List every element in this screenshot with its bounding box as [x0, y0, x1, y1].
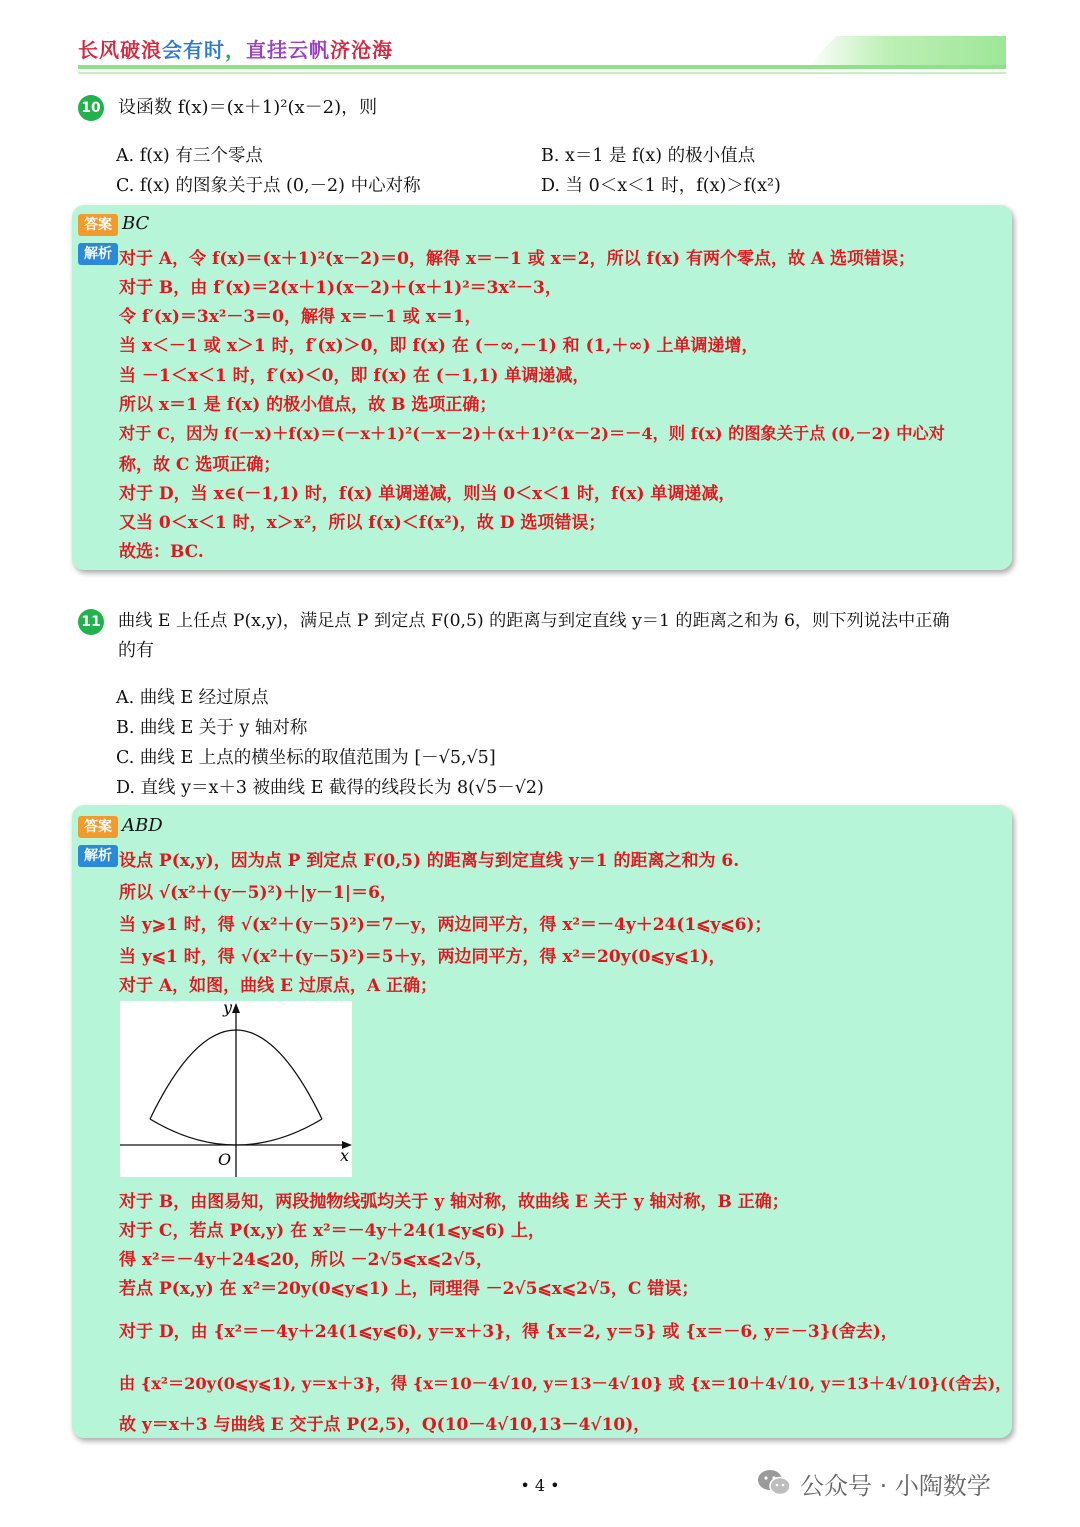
y-axis-label: y	[223, 1001, 233, 1017]
option-d: D. 当 0＜x＜1 时，f(x)＞f(x²)	[541, 176, 781, 196]
solution-line: 设点 P(x,y)，因为点 P 到定点 F(0,5) 的距离与到定直线 y＝1 的距离之和为 6.	[119, 851, 740, 871]
solution-line: 故 y＝x＋3 与曲线 E 交于点 P(2,5)，Q(10－4√10,13－4√10)，	[119, 1415, 651, 1435]
question-number-badge: 10	[78, 95, 104, 121]
question-stem: 设函数 f(x)＝(x＋1)²(x－2)，则	[118, 97, 378, 118]
option-b: B. 曲线 E 关于 y 轴对称	[116, 718, 308, 738]
curve-graph	[120, 1001, 352, 1177]
solution-line: 若点 P(x,y) 在 x²＝20y(0⩽y⩽1) 上，同理得 －2√5⩽x⩽2√5，C 错误；	[119, 1279, 699, 1299]
solution-line: 又当 0＜x＜1 时，x＞x²，所以 f(x)＜f(x²)，故 D 选项错误；	[119, 513, 606, 533]
wechat-icon	[756, 1468, 792, 1498]
header-rule	[78, 65, 1006, 69]
question-stem-continued: 的有	[118, 640, 154, 661]
solution-line: 当 x＜－1 或 x＞1 时，f′(x)＞0，即 f(x) 在 (－∞,－1) 和 (1,＋∞) 上单调递增，	[119, 336, 759, 356]
solution-line: 故选：BC.	[119, 542, 204, 562]
answer-tag: 答案	[78, 816, 118, 838]
solution-line: 所以 √(x²＋(y－5)²)＋|y－1|＝6，	[119, 883, 397, 903]
solution-tag: 解析	[78, 845, 118, 867]
question-number-badge: 11	[78, 609, 104, 635]
header-title-part: 长风破浪	[78, 38, 162, 62]
solution-line: 称，故 C 选项正确；	[119, 455, 281, 475]
header-title-part: 直挂云帆	[246, 38, 330, 62]
solution-line: 对于 A，令 f(x)＝(x＋1)²(x－2)＝0，解得 x＝－1 或 x＝2，所以 f(x) 有两个零点，故 A 选项错误；	[119, 249, 916, 269]
solution-line: 对于 A，如图，曲线 E 过原点，A 正确；	[119, 976, 438, 996]
solution-line: 当 －1＜x＜1 时，f′(x)＜0，即 f(x) 在 (－1,1) 单调递减，	[119, 366, 590, 386]
solution-line: 令 f′(x)＝3x²－3＝0，解得 x＝－1 或 x＝1，	[119, 307, 482, 327]
solution-line: 对于 B，由图易知，两段抛物线弧均关于 y 轴对称，故曲线 E 关于 y 轴对称，B 正确；	[119, 1192, 789, 1212]
solution-line: 对于 D，当 x∈(－1,1) 时，f(x) 单调递减，则当 0＜x＜1 时，f(x) 单调递减，	[119, 484, 736, 504]
answer-value: ABD	[122, 815, 163, 836]
header-title-part: 会有时	[162, 38, 225, 62]
header-title-part: 济沧海	[330, 38, 393, 62]
solution-line: 当 y⩽1 时，得 √(x²＋(y－5)²)＝5＋y，两边同平方，得 x²＝20y(0⩽y⩽1)，	[119, 947, 726, 967]
header-title-part: ，	[225, 38, 246, 62]
option-c: C. f(x) 的图象关于点 (0,－2) 中心对称	[116, 176, 421, 196]
solution-line: 由 {x²＝20y(0⩽y⩽1), y＝x＋3}，得 {x＝10－4√10, y＝13－4√10} 或 {x＝10＋4√10, y＝13＋4√10}((舍去)，	[119, 1374, 1012, 1393]
solution-tag: 解析	[78, 243, 118, 265]
solution-line: 得 x²＝－4y＋24⩽20，所以 －2√5⩽x⩽2√5，	[119, 1250, 493, 1270]
option-a: A. f(x) 有三个零点	[116, 146, 263, 166]
solution-line: 对于 C，若点 P(x,y) 在 x²＝－4y＋24(1⩽y⩽6) 上，	[119, 1221, 545, 1241]
option-d: D. 直线 y＝x＋3 被曲线 E 截得的线段长为 8(√5－√2)	[116, 778, 544, 798]
option-c: C. 曲线 E 上点的横坐标的取值范围为 [－√5,√5]	[116, 748, 496, 768]
page-number: • 4 •	[520, 1476, 560, 1495]
origin-label: O	[218, 1150, 232, 1169]
option-b: B. x＝1 是 f(x) 的极小值点	[541, 146, 756, 166]
option-a: A. 曲线 E 经过原点	[116, 688, 269, 708]
x-axis-label: x	[340, 1146, 350, 1165]
solution-line: 所以 x＝1 是 f(x) 的极小值点，故 B 选项正确；	[119, 395, 497, 415]
header-rule-secondary	[78, 72, 1006, 74]
header-title	[78, 34, 393, 63]
solution-line: 对于 D，由 {x²＝－4y＋24(1⩽y⩽6), y＝x＋3}，得 {x＝2, y＝5} 或 {x＝－6, y＝－3}(舍去)，	[119, 1322, 898, 1342]
solution-line: 对于 C，因为 f(－x)＋f(x)＝(－x＋1)²(－x－2)＋(x＋1)²(x－2)＝－4，则 f(x) 的图象关于点 (0,－2) 中心对	[119, 424, 945, 443]
answer-tag: 答案	[78, 214, 118, 236]
wechat-watermark	[756, 1466, 991, 1500]
wechat-account-name: 公众号 · 小陶数学	[800, 1471, 991, 1500]
solution-line: 当 y⩾1 时，得 √(x²＋(y－5)²)＝7－y，两边同平方，得 x²＝－4y＋24(1⩽y⩽6)；	[119, 915, 772, 935]
solution-line: 对于 B，由 f′(x)＝2(x＋1)(x－2)＋(x＋1)²＝3x²－3，	[119, 278, 562, 298]
y-axis-arrow	[232, 1003, 240, 1013]
question-stem: 曲线 E 上任点 P(x,y)，满足点 P 到定点 F(0,5) 的距离与到定直线 y＝1 的距离之和为 6，则下列说法中正确	[118, 611, 950, 631]
answer-value: BC	[122, 213, 150, 234]
